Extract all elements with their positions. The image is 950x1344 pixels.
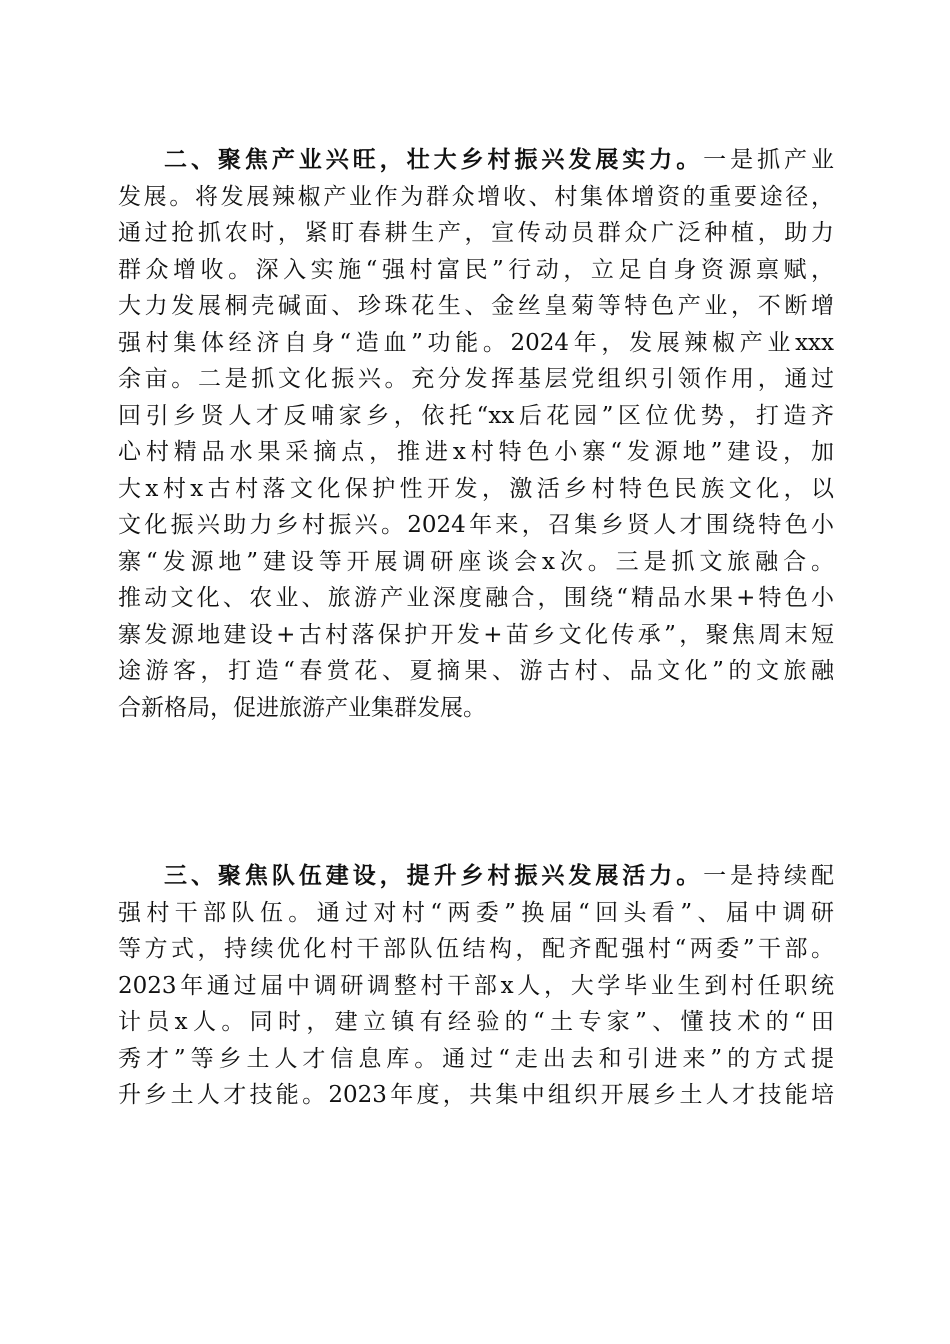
section-2-line: 文化振兴助力乡村振兴。2024年来，召集乡贤人才围绕特色小 bbox=[118, 512, 834, 538]
section-2-line: 群众增收。深入实施“强村富民”行动，立足自身资源禀赋， bbox=[118, 256, 834, 283]
section-2-line: 途游客，打造“春赏花、夏摘果、游古村、品文化”的文旅融 bbox=[118, 658, 834, 684]
section-2-line: 推动文化、农业、旅游产业深度融合，围绕“精品水果+特色小 bbox=[118, 585, 834, 611]
section-2-line: 一是抓产业 bbox=[703, 147, 835, 173]
section-3-line: 秀才”等乡土人才信息库。通过“走出去和引进来”的方式提 bbox=[118, 1045, 834, 1072]
section-2-line: 心村精品水果采摘点，推进x村特色小寨“发源地”建设，加 bbox=[118, 439, 834, 465]
section-2-first-line bbox=[118, 142, 834, 179]
section-3-first-line bbox=[118, 858, 834, 895]
section-3-line: 计员x人。同时，建立镇有经验的“土专家”、懂技术的“田 bbox=[118, 1009, 834, 1035]
section-3-line: 2023年通过届中调研调整村干部x人，大学毕业生到村任职统 bbox=[118, 972, 834, 999]
section-2-line: 大x村x古村落文化保护性开发，激活乡村特色民族文化，以 bbox=[118, 475, 834, 502]
section-2-line: 通过抢抓农时，紧盯春耕生产，宣传动员群众广泛种植，助力 bbox=[118, 220, 834, 246]
section-2-line: 余亩。二是抓文化振兴。充分发挥基层党组织引领作用，通过 bbox=[118, 366, 834, 392]
section-3-line: 等方式，持续优化村干部队伍结构，配齐配强村“两委”干部。 bbox=[118, 936, 834, 962]
section-2-line: 合新格局，促进旅游产业集群发展。 bbox=[118, 694, 486, 721]
section-2-line: 发展。将发展辣椒产业作为群众增收、村集体增资的重要途径， bbox=[118, 183, 834, 210]
section-3-heading: 三、聚焦队伍建设，提升乡村振兴发展活力。 bbox=[164, 862, 704, 889]
section-2-heading: 二、聚焦产业兴旺，壮大乡村振兴发展实力。 bbox=[164, 146, 704, 173]
section-2-line: 寨发源地建设+古村落保护开发+苗乡文化传承”，聚焦周末短 bbox=[118, 621, 834, 648]
section-2-line: 寨“发源地”建设等开展调研座谈会x次。三是抓文旅融合。 bbox=[118, 548, 834, 575]
section-3-line: 升乡土人才技能。2023年度，共集中组织开展乡土人才技能培 bbox=[118, 1082, 834, 1108]
section-2-line: 强村集体经济自身“造血”功能。2024年，发展辣椒产业xxx bbox=[118, 329, 834, 356]
section-2-line: 大力发展桐壳碱面、珍珠花生、金丝皇菊等特色产业，不断增 bbox=[118, 293, 834, 319]
section-3-paragraph bbox=[118, 858, 834, 1114]
section-3-line: 强村干部队伍。通过对村“两委”换届“回头看”、届中调研 bbox=[118, 899, 834, 926]
section-2-paragraph bbox=[118, 142, 834, 726]
section-3-line: 一是持续配 bbox=[703, 863, 835, 889]
section-2-line: 回引乡贤人才反哺家乡，依托“xx后花园”区位优势，打造齐 bbox=[118, 402, 834, 429]
